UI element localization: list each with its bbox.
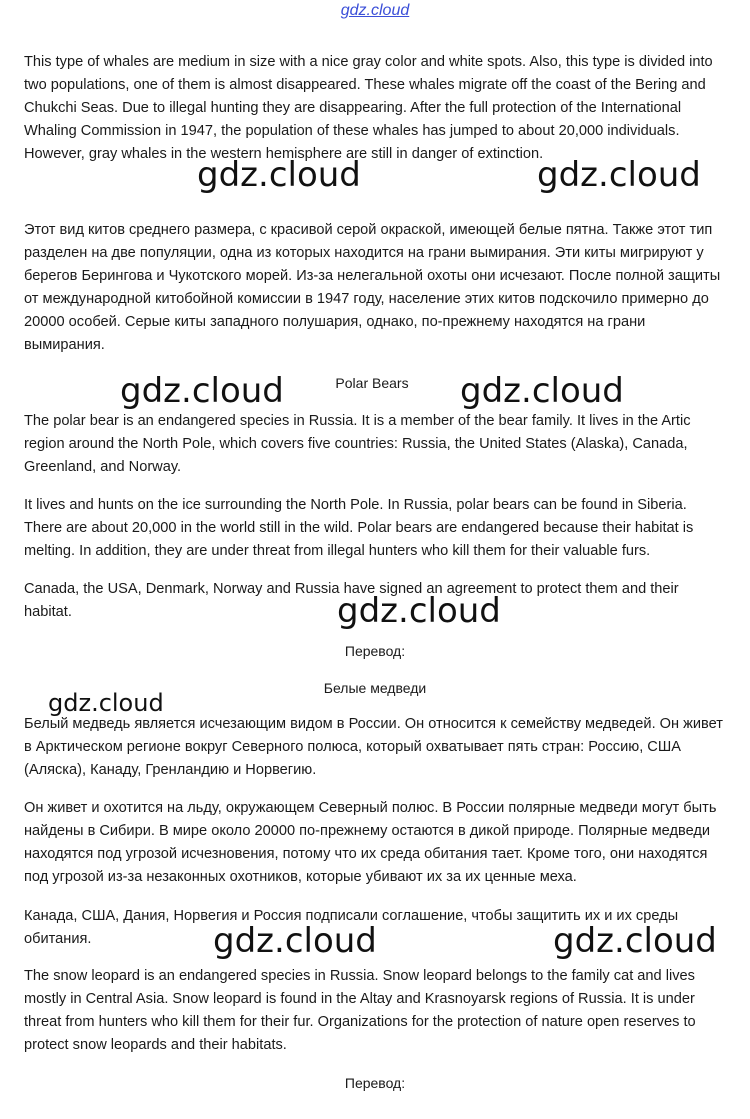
gray-whales-ru-paragraph: Этот вид китов среднего размера, с красивой серой окраской, имеющей белые пятна. Также этот тип разделен на две популяции, одна из которых находится на грани вымирания. Эти киты мигрируют у берегов Берингова и Чукотского морей. Из-за нелегальной охоты они исчезают. После полной защиты от международной китобойной комиссии в 1947 году, население этих китов подскочило примерно до 20000 особей. Серые киты западного полушария, однако, по-прежнему находятся на грани вымирания. bbox=[24, 222, 721, 353]
polar-en-paragraph-2: It lives and hunts on the ice surrounding the North Pole. In Russia, polar bears can be found in Siberia. There are about 20,000 in the world still in the wild. Polar bears are endangered because their habitat is melting. In addition, they are under threat from illegal hunters who kill them for their valuable furs. bbox=[24, 497, 694, 559]
watermark: gdz.cloud bbox=[337, 591, 501, 631]
translation-label: Перевод: bbox=[344, 1075, 406, 1091]
polar-ru-paragraph-1: Белый медведь является исчезающим видом в России. Он относится к семейству медведей. Он живет в Арктическом регионе вокруг Северного полюса, который охватывает пять стран: Россию, США (Аляска), Канаду, Гренландию и Норвегию. bbox=[24, 716, 723, 778]
polar-en-paragraph-1: The polar bear is an endangered species in Russia. It is a member of the bear family. It lives in the Artic region around the North Pole, which covers five countries: Russia, the United States (Alaska), Canada, Greenland, and Norway. bbox=[24, 413, 691, 475]
polar-ru-heading: Белые медведи bbox=[323, 680, 427, 696]
watermark: gdz.cloud bbox=[553, 921, 717, 961]
polar-ru-paragraph-2: Он живет и охотится на льду, окружающем Северный полюс. В России полярные медведи могут быть найдены в Сибири. В мире около 20000 по-прежнему остаются в дикой природе. Полярные медведи находятся под угрозой исчезновения, потому что их среда обитания тает. Кроме того, они находятся под угрозой из-за незаконных охотников, которые убивают их за их ценные меха. bbox=[24, 800, 717, 885]
watermark: gdz.cloud bbox=[537, 155, 701, 195]
polar-en-paragraph-3: Canada, the USA, Denmark, Norway and Russia have signed an agreement to protect them and their habitat. bbox=[24, 581, 679, 620]
watermark: gdz.cloud bbox=[197, 155, 361, 195]
watermark: gdz.cloud bbox=[48, 689, 164, 717]
gray-whales-en-paragraph: This type of whales are medium in size with a nice gray color and white spots. Also, this type is divided into two populations, one of them is almost disappeared. These whales migrate off the coast of the Bering and Chukchi Seas. Due to illegal hunting they are disappearing. After the full protection of the International Whaling Commission in 1947, the population of these whales has jumped to about 20,000 individuals. However, gray whales in the western hemisphere are still in danger of extinction. bbox=[24, 54, 713, 162]
watermark: gdz.cloud bbox=[460, 371, 624, 411]
polar-bears-heading: Polar Bears bbox=[335, 375, 409, 391]
watermark: gdz.cloud bbox=[213, 921, 377, 961]
polar-ru-paragraph-3: Канада, США, Дания, Норвегия и Россия подписали соглашение, чтобы защитить их и их среды обитания. bbox=[24, 908, 679, 947]
watermark: gdz.cloud bbox=[120, 371, 284, 411]
top-watermark-link[interactable]: gdz.cloud bbox=[340, 2, 410, 19]
translation-label: Перевод: bbox=[344, 643, 406, 659]
snow-leopard-en-paragraph: The snow leopard is an endangered species in Russia. Snow leopard belongs to the family cat and lives mostly in Central Asia. Snow leopard is found in the Altay and Krasnoyarsk regions of Russia. It is under threat from hunters who kill them for their fur. Organizations for the protection of nature open reserves to protect snow leopards and their habitats. bbox=[24, 968, 696, 1053]
